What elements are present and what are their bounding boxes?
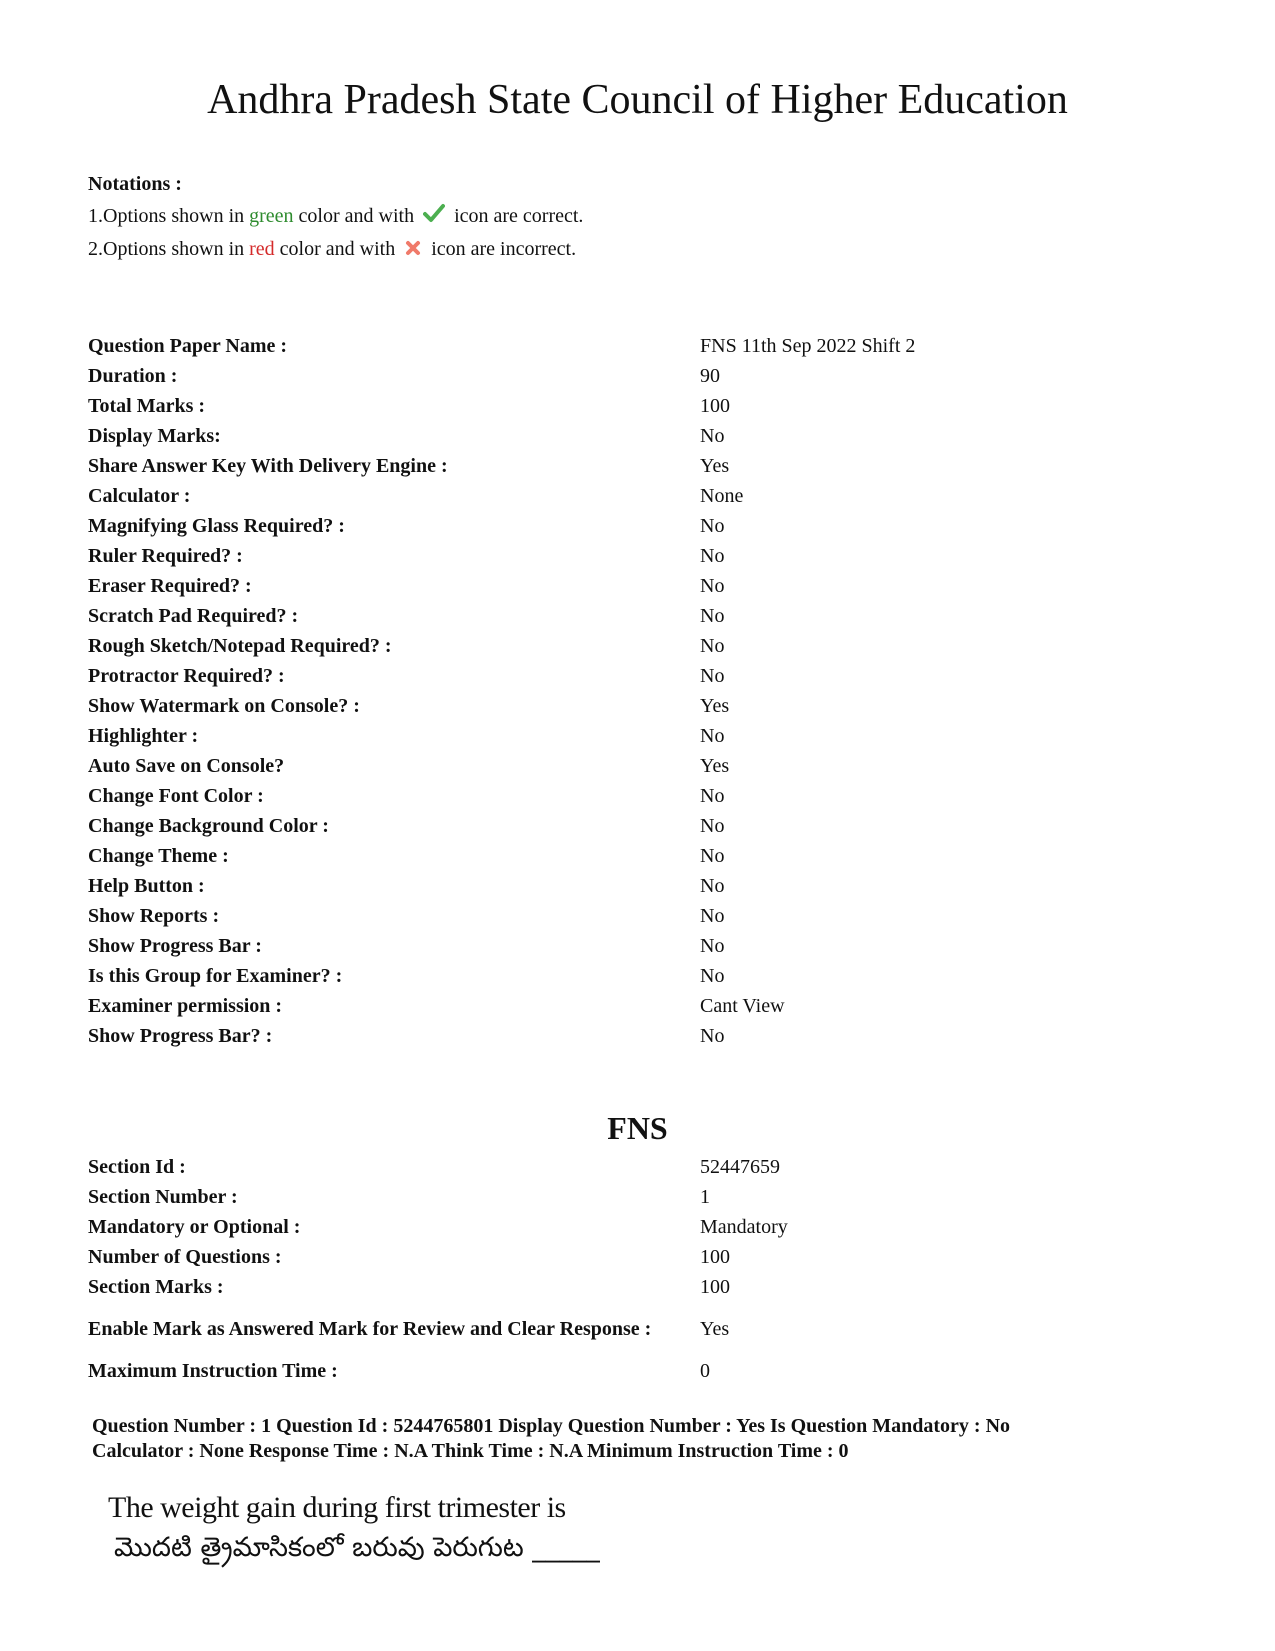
- info-row: [88, 871, 1200, 901]
- info-value: None: [700, 484, 744, 507]
- info-label: Section Marks :: [88, 1275, 224, 1298]
- info-label: Scratch Pad Required? :: [88, 604, 299, 627]
- info-value: No: [700, 934, 725, 957]
- info-value: 100: [700, 1245, 730, 1268]
- info-label: Is this Group for Examiner? :: [88, 964, 343, 987]
- info-value: Yes: [700, 754, 730, 777]
- info-row: [88, 511, 1200, 541]
- info-value: No: [700, 574, 725, 597]
- info-label: Total Marks :: [88, 394, 206, 417]
- info-label: Mandatory or Optional :: [88, 1215, 301, 1238]
- info-label: Examiner permission :: [88, 994, 283, 1017]
- info-label: Show Progress Bar? :: [88, 1024, 273, 1047]
- info-row: [88, 1272, 1200, 1302]
- info-row: [88, 751, 1200, 781]
- section-info-table: [88, 1152, 1200, 1386]
- info-value: 1: [700, 1185, 710, 1208]
- info-label: Rough Sketch/Notepad Required? :: [88, 634, 392, 657]
- info-value: No: [700, 604, 725, 627]
- info-value: No: [700, 514, 725, 537]
- info-label: Share Answer Key With Delivery Engine :: [88, 454, 448, 477]
- info-value: 52447659: [700, 1155, 780, 1178]
- info-row: [88, 571, 1200, 601]
- question-text: [108, 1488, 728, 1584]
- info-row: [88, 1302, 1200, 1356]
- info-value: No: [700, 724, 725, 747]
- info-value: No: [700, 664, 725, 687]
- info-row: [88, 901, 1200, 931]
- info-label: Ruler Required? :: [88, 544, 243, 567]
- info-row: [88, 931, 1200, 961]
- notation-text: 1.Options shown in: [88, 205, 250, 227]
- green-word: green: [249, 205, 294, 227]
- info-row: [88, 661, 1200, 691]
- check-icon: [423, 201, 445, 233]
- info-value: No: [700, 844, 725, 867]
- info-label: Highlighter :: [88, 724, 199, 747]
- section-title: FNS: [607, 1110, 668, 1146]
- info-value: Yes: [700, 694, 730, 717]
- info-row: [88, 1182, 1200, 1212]
- info-value: No: [700, 964, 725, 987]
- info-row: [88, 331, 1200, 361]
- info-value: No: [700, 904, 725, 927]
- info-row: [88, 1212, 1200, 1242]
- info-row: [88, 1021, 1200, 1051]
- red-word: red: [249, 238, 275, 261]
- notation-text: color and with: [293, 205, 420, 227]
- info-value: No: [700, 784, 725, 807]
- info-row: [88, 481, 1200, 511]
- info-label: Change Font Color :: [88, 784, 264, 807]
- info-row: [88, 631, 1200, 661]
- question-text-telugu: మొదటి త్రైమాసికంలో బరువు పెరుగుట _____: [114, 1532, 600, 1563]
- notation-text: icon are correct.: [449, 205, 584, 227]
- notation-text: color and with: [274, 238, 401, 261]
- info-value: 90: [700, 364, 720, 387]
- info-value: 100: [700, 394, 730, 417]
- info-label: Section Number :: [88, 1185, 238, 1208]
- info-row: [88, 601, 1200, 631]
- info-label: Duration :: [88, 364, 178, 387]
- info-value: No: [700, 814, 725, 837]
- info-label: Number of Questions :: [88, 1245, 282, 1268]
- info-row: [88, 361, 1200, 391]
- info-label: Show Watermark on Console? :: [88, 694, 360, 717]
- info-label: Help Button :: [88, 874, 205, 897]
- info-value: No: [700, 634, 725, 657]
- info-row: [88, 421, 1200, 451]
- info-row: [88, 721, 1200, 751]
- info-value: No: [700, 424, 725, 447]
- info-value: 0: [700, 1359, 710, 1382]
- info-label: Section Id :: [88, 1155, 186, 1178]
- info-label: Magnifying Glass Required? :: [88, 514, 345, 537]
- info-row: [88, 1152, 1200, 1182]
- info-value: No: [700, 544, 725, 567]
- info-row: [88, 451, 1200, 481]
- info-row: [88, 961, 1200, 991]
- info-label: Maximum Instruction Time :: [88, 1359, 338, 1382]
- info-label: Change Theme :: [88, 844, 229, 867]
- notations: [88, 168, 583, 267]
- info-label: Calculator :: [88, 484, 191, 507]
- info-label: Auto Save on Console?: [88, 754, 285, 777]
- info-label: Change Background Color :: [88, 814, 329, 837]
- notation-text: icon are incorrect.: [426, 238, 577, 261]
- info-row: [88, 841, 1200, 871]
- notation-incorrect: [88, 233, 583, 266]
- info-value: 100: [700, 1275, 730, 1298]
- info-row: [88, 541, 1200, 571]
- info-label: Enable Mark as Answered Mark for Review and Clear Response :: [88, 1318, 652, 1340]
- question-meta-line2: Calculator : None Response Time : N.A Think Time : N.A Minimum Instruction Time : 0: [92, 1440, 849, 1462]
- info-value: Yes: [700, 454, 730, 477]
- info-value: FNS 11th Sep 2022 Shift 2: [700, 334, 916, 357]
- info-value: No: [700, 1024, 725, 1047]
- info-row: [88, 991, 1200, 1021]
- info-label: Show Progress Bar :: [88, 934, 262, 957]
- page-title: Andhra Pradesh State Council of Higher Education: [207, 77, 1068, 123]
- info-row: [88, 1242, 1200, 1272]
- info-value: No: [700, 874, 725, 897]
- notation-correct: [88, 200, 583, 233]
- info-value: Cant View: [700, 994, 785, 1017]
- notations-heading: Notations :: [88, 173, 182, 195]
- question-text-english: The weight gain during first trimester is: [108, 1491, 566, 1524]
- notation-text: 2.Options shown in: [88, 238, 250, 261]
- info-row: [88, 691, 1200, 721]
- info-row: [88, 811, 1200, 841]
- info-row: [88, 781, 1200, 811]
- info-label: Display Marks:: [88, 424, 221, 447]
- info-row: [88, 1356, 1200, 1386]
- question-meta: [92, 1414, 1212, 1464]
- info-label: Show Reports :: [88, 904, 220, 927]
- info-label: Protractor Required? :: [88, 664, 285, 687]
- paper-info-table: [88, 331, 1200, 1051]
- info-label: Question Paper Name :: [88, 334, 288, 357]
- cross-icon: [404, 235, 422, 267]
- info-value: Yes: [700, 1317, 730, 1340]
- info-row: [88, 391, 1200, 421]
- info-value: Mandatory: [700, 1215, 788, 1238]
- question-meta-line1: Question Number : 1 Question Id : 5244765801 Display Question Number : Yes Is Question Mandatory : No: [92, 1415, 1011, 1437]
- info-label: Eraser Required? :: [88, 574, 252, 597]
